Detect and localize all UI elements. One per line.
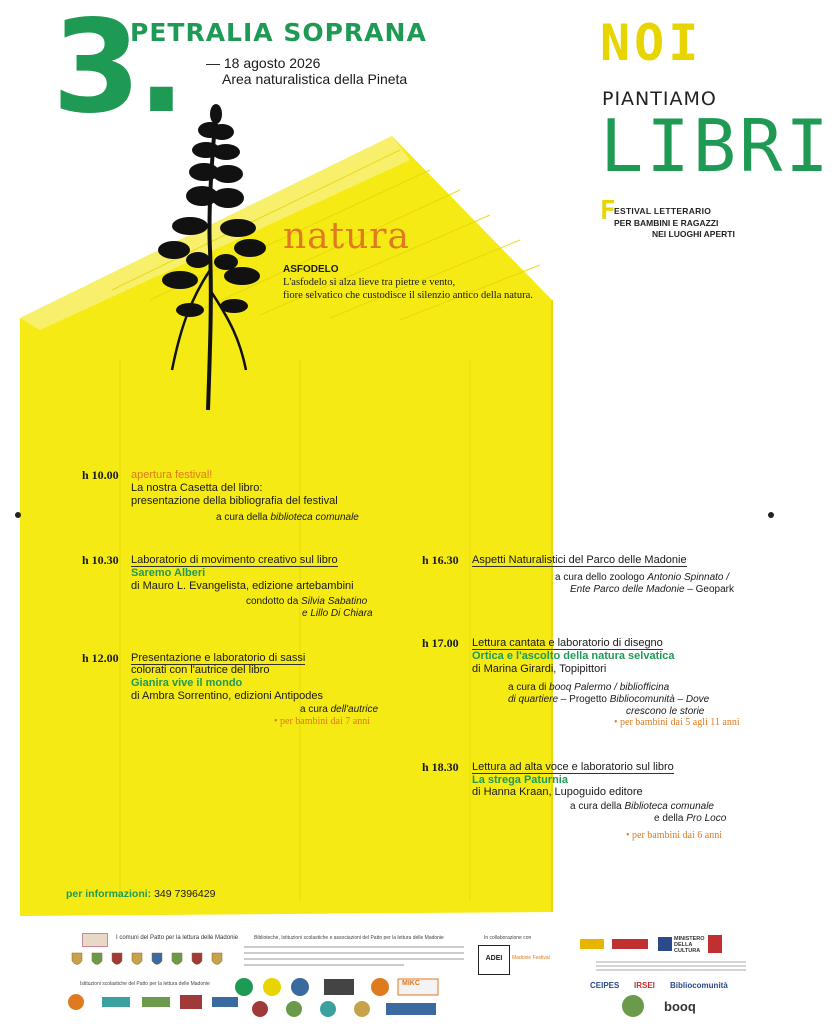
event-3-credit: [300, 703, 378, 716]
event-5-credit-project: Bibliocomunità: [609, 694, 675, 705]
logo-tagline-2: PER BAMBINI E RAGAZZI: [614, 218, 719, 228]
left-side-dot: [15, 512, 21, 518]
municipalities-label: I comuni del Patto per la lettura delle Madonie: [116, 935, 239, 941]
libraries-label: Biblioteche, Istituzioni scolastiche e associazioni del Patto per la lettura delle Madonie: [254, 935, 444, 941]
event-6-credit-prefix-2: e della: [654, 813, 687, 824]
ministero-text: MINISTERO DELLA CULTURA: [674, 936, 705, 954]
event-6-author: di Hanna Kraan, Lupoguido editore: [472, 786, 643, 798]
libraries-text-block: [244, 943, 464, 969]
theme-title: natura: [283, 216, 410, 257]
madonie-festival-text: Madonie Festival: [512, 955, 550, 961]
info-line: [66, 888, 215, 900]
event-5-credit-org: booq Palermo / bibliofficina: [549, 682, 670, 693]
logo-tagline-3: NEI LUOGHI APERTI: [652, 229, 735, 239]
event-3-time: h 12.00: [82, 651, 119, 665]
event-4-title: Aspetti Naturalistici del Parco delle Madonie: [472, 554, 687, 566]
asphodel-plant-illustration: [150, 100, 290, 420]
bibliocomunita-logo-text: Bibliocomunità: [670, 981, 728, 990]
adei-logo: [478, 945, 510, 975]
event-date: — 18 agosto 2026: [206, 55, 321, 71]
green-seal-logo: [622, 995, 644, 1017]
school-label: Istituzioni scolastiche del Patto per la lettura delle Madonie: [80, 981, 210, 987]
sponsor-fineprint: [596, 959, 746, 973]
event-2-credit-name: Silvia Sabatino: [301, 596, 368, 607]
booq-logo-text: booq: [664, 999, 696, 1014]
event-5-credit-dove: – Dove: [674, 694, 710, 705]
event-6-age-note: • per bambini dai 6 anni: [626, 830, 722, 841]
logo-tagline-1: ESTIVAL LETTERARIO: [614, 206, 712, 216]
event-6-time: h 18.30: [422, 760, 459, 774]
event-3-credit-name: dell'autrice: [330, 704, 379, 715]
event-5-credit-org-2: di quartiere: [508, 694, 559, 705]
event-2-credit-2: e Lillo Di Chiara: [302, 608, 373, 619]
municipality-crests: [68, 951, 228, 969]
event-3-author: di Ambra Sorrentino, edizioni Antipodes: [131, 690, 324, 702]
event-6-credit-org-2: Pro Loco: [686, 813, 727, 824]
event-3-age-note: • per bambini dai 7 anni: [274, 716, 370, 727]
logo-f: F: [600, 196, 616, 226]
info-label: per informazioni:: [66, 888, 155, 900]
irsei-logo-text: IRSEI: [634, 981, 655, 990]
event-4-credit-suffix: – Geopark: [684, 584, 735, 595]
event-4-time: h 16.30: [422, 553, 459, 567]
event-place: Area naturalistica della Pineta: [222, 71, 408, 87]
event-1-time: h 10.00: [82, 468, 119, 482]
event-5-title: Lettura cantata e laboratorio di disegno: [472, 637, 663, 649]
ceipes-logo-text: CEIPES: [590, 981, 620, 990]
municipalities-seal: [82, 933, 108, 947]
theme-plant-name: ASFODELO: [283, 264, 339, 275]
town-name: PETRALIA SOPRANA: [130, 18, 427, 47]
event-6-book: La strega Paturnia: [472, 774, 568, 786]
event-4-credit-org: Ente Parco delle Madonie: [570, 584, 685, 595]
event-6-credit-org: Biblioteca comunale: [624, 801, 714, 812]
theme-description-line-1: L'asfodelo si alza lieve tra pietre e vento,: [283, 277, 456, 288]
event-1-credit-name: biblioteca comunale: [270, 512, 359, 523]
event-5-credit-3: crescono le storie: [626, 706, 705, 717]
event-3-book: Gianira vive il mondo: [131, 677, 243, 689]
event-1-line-2: presentazione della bibliografia del festival: [131, 495, 338, 507]
footer: [0, 925, 789, 1024]
event-5-author: di Marina Girardi, Topipittori: [472, 663, 607, 675]
event-2-credit-prefix: condotto da: [246, 596, 302, 607]
event-2-time: h 10.30: [82, 553, 119, 567]
event-6-title: Lettura ad alta voce e laboratorio sul libro: [472, 761, 674, 773]
event-5-credit-prefix: a cura di: [508, 682, 550, 693]
event-5-age-note: • per bambini dai 5 agli 11 anni: [614, 717, 740, 728]
event-1-line-1: La nostra Casetta del libro:: [131, 482, 263, 494]
event-2-book: Saremo Alberi: [131, 567, 206, 579]
event-1-credit: [216, 511, 359, 524]
adei-logo-text: ADEI: [485, 955, 503, 962]
association-logos: [230, 973, 460, 1019]
edition-number: 3.: [52, 0, 182, 142]
event-5-credit-sep: – Progetto: [558, 694, 610, 705]
event-3-credit-prefix: a cura: [300, 704, 331, 715]
event-4-credit-name: Antonio Spinnato /: [647, 572, 730, 583]
event-1-title: apertura festival!: [131, 469, 213, 481]
collab-label: In collaborazione con: [484, 935, 532, 941]
logo-noi: NOI: [600, 14, 703, 72]
right-side-dot: [768, 512, 774, 518]
event-6-credit-2: [654, 812, 726, 825]
logo-libri: LIBRI: [600, 104, 832, 188]
school-logos: [66, 991, 246, 1013]
event-6-credit-prefix: a cura della: [570, 801, 625, 812]
event-3-title-2: colorati con l'autrice del libro: [131, 664, 270, 676]
event-5-time: h 17.00: [422, 636, 459, 650]
event-1-credit-prefix: a cura della: [216, 512, 271, 523]
event-4-credit-2: [570, 583, 734, 596]
event-5-book: Ortica e l'ascolto della natura selvatica: [472, 650, 675, 662]
event-2-author: di Mauro L. Evangelista, edizione artebambini: [131, 580, 354, 592]
event-2-title: Laboratorio di movimento creativo sul libro: [131, 554, 338, 566]
logo-piantiamo: PIANTIAMO: [602, 88, 717, 110]
event-4-credit-prefix: a cura dello zoologo: [555, 572, 648, 583]
info-phone[interactable]: 349 7396429: [154, 888, 216, 900]
theme-description-line-2: fiore selvatico che custodisce il silenzio antico della natura.: [283, 290, 533, 301]
event-3-title-1: Presentazione e laboratorio di sassi: [131, 652, 306, 664]
mikc-logo-text: MIKC: [402, 980, 420, 987]
